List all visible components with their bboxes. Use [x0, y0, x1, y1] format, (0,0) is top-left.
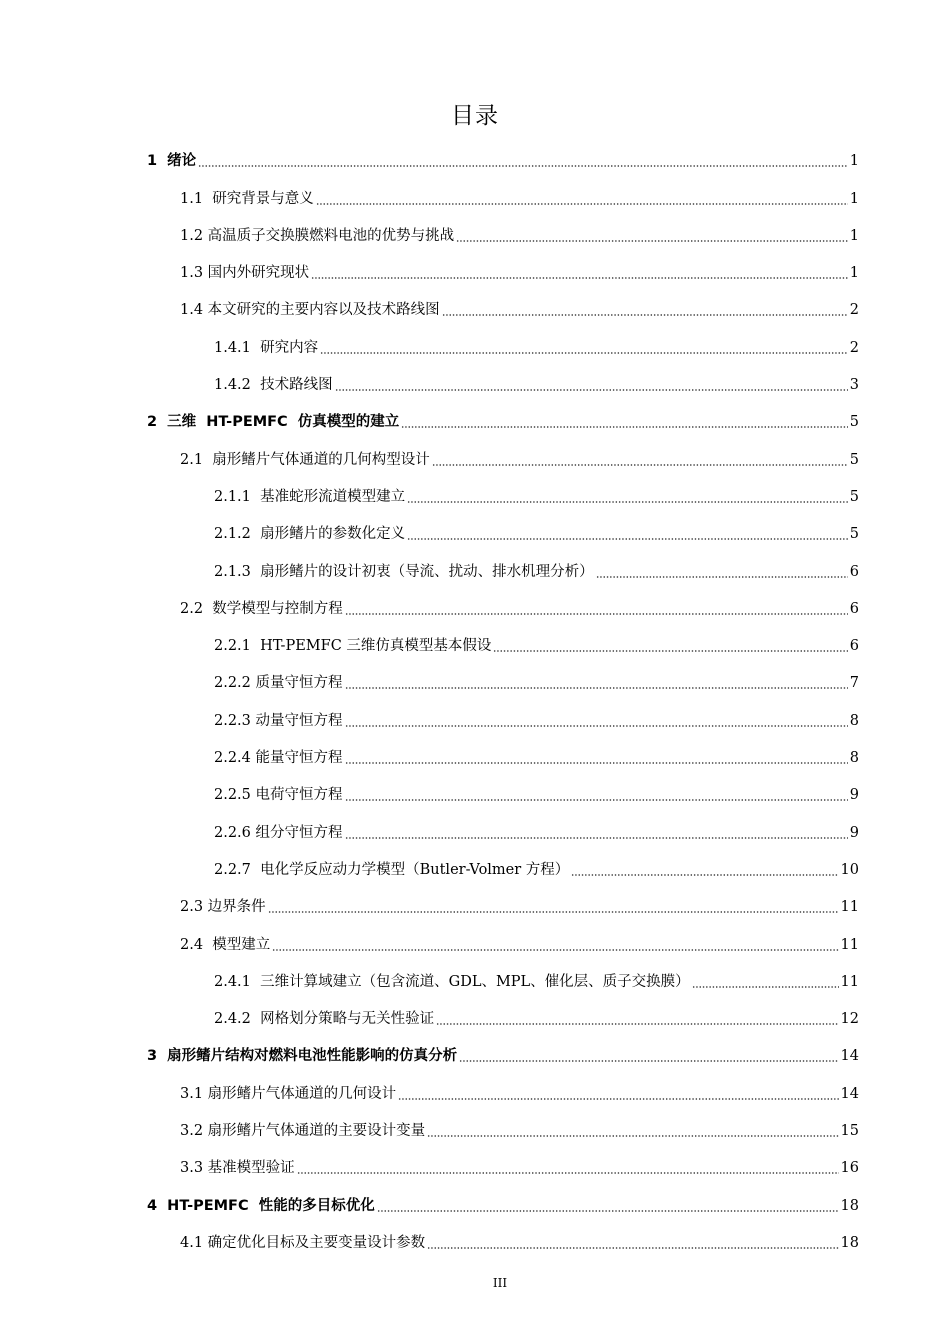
toc-entry-title: 2.2.4 能量守恒方程 — [214, 750, 343, 767]
toc-entry[interactable] — [0, 999, 950, 1036]
toc-entry-title: 2.4.1 三维计算域建立（包含流道、GDL、MPL、催化层、质子交换膜） — [214, 973, 690, 990]
toc-entry-page-number: 12 — [840, 1011, 859, 1028]
dot-leader — [427, 1247, 838, 1249]
toc-entry-title: 2.2.3 动量守恒方程 — [214, 712, 343, 729]
toc-entry-title: 2.1.1 基准蛇形流道模型建立 — [214, 488, 406, 505]
toc-entry[interactable] — [0, 812, 950, 849]
dot-leader — [442, 314, 848, 316]
toc-entry-page-number: 6 — [849, 563, 859, 580]
dot-leader — [345, 762, 848, 764]
toc-entry[interactable] — [0, 551, 950, 588]
toc-entry[interactable] — [0, 402, 950, 439]
page-number-footer: III — [492, 1276, 508, 1290]
toc-entry-page-number: 10 — [840, 861, 859, 878]
dot-leader — [198, 165, 848, 167]
toc-entry[interactable] — [0, 1073, 950, 1110]
toc-entry-page-number: 5 — [849, 488, 859, 505]
dot-leader — [268, 911, 839, 913]
toc-entry-title: 2.2.2 质量守恒方程 — [214, 675, 343, 692]
toc-entry-title: 4 HT-PEMFC 性能的多目标优化 — [147, 1197, 375, 1214]
toc-entry[interactable] — [0, 141, 950, 178]
toc-entry[interactable] — [0, 514, 950, 551]
toc-entry-page-number: 9 — [849, 787, 859, 804]
toc-entry-page-number: 1 — [849, 153, 859, 170]
toc-entry[interactable] — [0, 477, 950, 514]
toc-entry[interactable] — [0, 626, 950, 663]
toc-entry[interactable] — [0, 663, 950, 700]
toc-entry-title: 2.4 模型建立 — [180, 936, 271, 953]
toc-entry-line — [180, 600, 950, 618]
toc-entry-title: 2.2 数学模型与控制方程 — [180, 600, 343, 617]
toc-entry[interactable] — [0, 327, 950, 364]
toc-entry[interactable] — [0, 775, 950, 812]
toc-entry-page-number: 5 — [849, 414, 859, 431]
toc-entry-line — [214, 525, 950, 543]
toc-entry-line — [214, 973, 950, 991]
table-of-contents — [0, 141, 950, 1260]
toc-entry-page-number: 11 — [840, 936, 859, 953]
toc-entry-page-number: 18 — [840, 1197, 859, 1214]
toc-entry-title: 3.1 扇形鳍片气体通道的几何设计 — [180, 1085, 397, 1102]
toc-entry-line — [214, 563, 950, 581]
dot-leader — [407, 538, 848, 540]
dot-leader — [320, 352, 848, 354]
toc-entry-title: 1.2 高温质子交换膜燃料电池的优势与挑战 — [180, 227, 455, 244]
toc-entry-line — [214, 861, 950, 879]
dot-leader — [407, 501, 848, 503]
toc-entry-page-number: 7 — [849, 675, 859, 692]
toc-entry-title: 3.3 基准模型验证 — [180, 1160, 295, 1177]
toc-entry-page-number: 8 — [849, 712, 859, 729]
toc-entry-page-number: 1 — [849, 227, 859, 244]
toc-entry-line — [147, 152, 950, 170]
dot-leader — [345, 799, 848, 801]
toc-entry[interactable] — [0, 962, 950, 999]
dot-leader — [345, 687, 848, 689]
dot-leader — [427, 1135, 838, 1137]
toc-entry-title: 2.1 扇形鳍片气体通道的几何构型设计 — [180, 451, 430, 468]
toc-entry[interactable] — [0, 924, 950, 961]
toc-entry-line — [147, 1047, 950, 1065]
toc-entry-line — [147, 1197, 950, 1215]
dot-leader — [345, 613, 848, 615]
toc-entry[interactable] — [0, 738, 950, 775]
toc-entry-line — [214, 637, 950, 655]
toc-entry-line — [214, 376, 950, 394]
toc-entry-line — [147, 413, 950, 431]
dot-leader — [571, 874, 838, 876]
toc-entry[interactable] — [0, 216, 950, 253]
toc-entry-page-number: 1 — [849, 265, 859, 282]
toc-entry-line — [180, 1159, 950, 1177]
dot-leader — [596, 576, 848, 578]
toc-entry[interactable] — [0, 589, 950, 626]
toc-entry-title: 2.1.2 扇形鳍片的参数化定义 — [214, 526, 406, 543]
toc-entry[interactable] — [0, 1111, 950, 1148]
toc-entry[interactable] — [0, 700, 950, 737]
toc-entry-page-number: 5 — [849, 526, 859, 543]
toc-entry[interactable] — [0, 253, 950, 290]
dot-leader — [345, 837, 848, 839]
toc-entry[interactable] — [0, 1185, 950, 1222]
dot-leader — [398, 1098, 838, 1100]
toc-entry-title: 2.4.2 网格划分策略与无关性验证 — [214, 1011, 435, 1028]
toc-entry-line — [180, 898, 950, 916]
toc-entry-line — [214, 1010, 950, 1028]
toc-entry-page-number: 2 — [849, 339, 859, 356]
toc-entry-line — [180, 1122, 950, 1140]
toc-entry-title: 2.2.7 电化学反应动力学模型（Butler-Volmer 方程） — [214, 861, 570, 878]
toc-entry-line — [214, 712, 950, 730]
dot-leader — [272, 949, 838, 951]
toc-entry-title: 2.3 边界条件 — [180, 899, 266, 916]
toc-entry-title: 3 扇形鳍片结构对燃料电池性能影响的仿真分析 — [147, 1048, 458, 1065]
toc-entry-line — [214, 824, 950, 842]
toc-entry-title: 2 三维 HT-PEMFC 仿真模型的建立 — [147, 414, 400, 431]
toc-entry-title: 1.4.2 技术路线图 — [214, 377, 333, 394]
toc-entry[interactable] — [0, 1223, 950, 1260]
toc-entry[interactable] — [0, 439, 950, 476]
toc-entry-page-number: 15 — [840, 1123, 859, 1140]
toc-entry-line — [180, 264, 950, 282]
toc-entry-line — [180, 301, 950, 319]
toc-entry-line — [214, 749, 950, 767]
toc-entry-line — [214, 674, 950, 692]
toc-entry-page-number: 9 — [849, 824, 859, 841]
toc-entry[interactable] — [0, 178, 950, 215]
toc-entry-line — [180, 1234, 950, 1252]
toc-entry[interactable] — [0, 1036, 950, 1073]
toc-entry-page-number: 11 — [840, 899, 859, 916]
dot-leader — [456, 240, 848, 242]
toc-entry[interactable] — [0, 887, 950, 924]
toc-entry-title: 2.2.5 电荷守恒方程 — [214, 787, 343, 804]
toc-entry-page-number: 18 — [840, 1234, 859, 1251]
toc-entry-title: 2.2.6 组分守恒方程 — [214, 824, 343, 841]
toc-entry-page-number: 14 — [840, 1085, 859, 1102]
dot-leader — [316, 203, 848, 205]
toc-entry-line — [180, 190, 950, 208]
toc-entry-title: 1 绪论 — [147, 153, 197, 170]
dot-leader — [493, 650, 847, 652]
toc-entry-page-number: 5 — [849, 451, 859, 468]
toc-entry-title: 2.1.3 扇形鳍片的设计初衷（导流、扰动、排水机理分析） — [214, 563, 594, 580]
toc-entry-line — [214, 488, 950, 506]
toc-entry[interactable] — [0, 1148, 950, 1185]
dot-leader — [459, 1060, 838, 1062]
toc-entry-title: 1.1 研究背景与意义 — [180, 190, 314, 207]
toc-entry-title: 1.4 本文研究的主要内容以及技术路线图 — [180, 302, 440, 319]
toc-entry-page-number: 8 — [849, 750, 859, 767]
page-title: 目录 — [451, 103, 499, 129]
toc-entry-page-number: 6 — [849, 638, 859, 655]
toc-entry-page-number: 3 — [849, 377, 859, 394]
toc-entry-title: 4.1 确定优化目标及主要变量设计参数 — [180, 1234, 426, 1251]
toc-entry-page-number: 16 — [840, 1160, 859, 1177]
toc-entry-line — [180, 451, 950, 469]
toc-entry-line — [180, 227, 950, 245]
toc-entry[interactable] — [0, 290, 950, 327]
dot-leader — [311, 277, 848, 279]
toc-entry-line — [180, 1085, 950, 1103]
toc-entry-page-number: 11 — [840, 973, 859, 990]
dot-leader — [432, 464, 848, 466]
dot-leader — [345, 725, 848, 727]
toc-entry-line — [214, 339, 950, 357]
toc-entry-page-number: 14 — [840, 1048, 859, 1065]
toc-entry[interactable] — [0, 850, 950, 887]
toc-entry-title: 1.3 国内外研究现状 — [180, 265, 310, 282]
dot-leader — [401, 426, 847, 428]
dot-leader — [692, 986, 839, 988]
dot-leader — [377, 1210, 839, 1212]
toc-entry-page-number: 1 — [849, 190, 859, 207]
toc-entry-title: 2.2.1 HT-PEMFC 三维仿真模型基本假设 — [214, 638, 492, 655]
toc-entry-line — [214, 786, 950, 804]
toc-entry-page-number: 2 — [849, 302, 859, 319]
dot-leader — [436, 1023, 838, 1025]
dot-leader — [297, 1172, 839, 1174]
dot-leader — [335, 389, 848, 391]
toc-entry-title: 1.4.1 研究内容 — [214, 339, 319, 356]
toc-entry-line — [180, 936, 950, 954]
toc-entry[interactable] — [0, 365, 950, 402]
toc-entry-title: 3.2 扇形鳍片气体通道的主要设计变量 — [180, 1123, 426, 1140]
toc-entry-page-number: 6 — [849, 600, 859, 617]
